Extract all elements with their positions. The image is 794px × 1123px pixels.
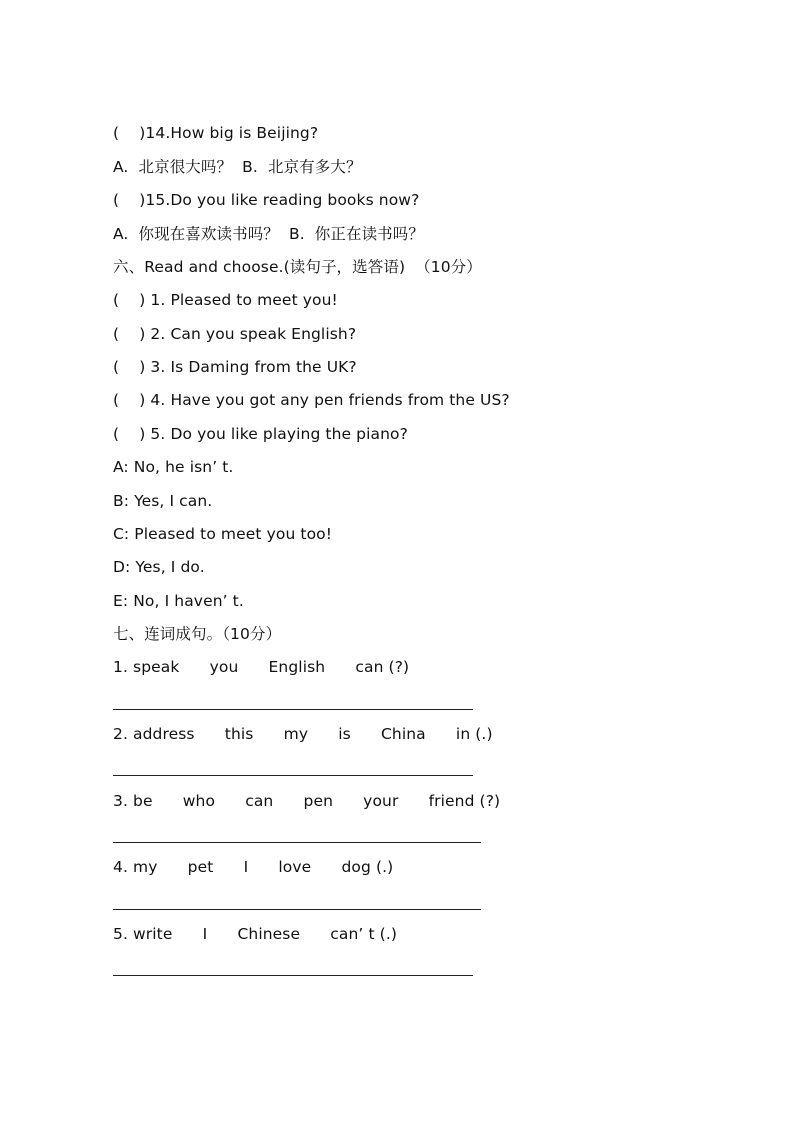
question-15-options: A. 你现在喜欢读书吗？ B. 你正在读书吗？ bbox=[113, 225, 424, 243]
answer-line-1 bbox=[113, 709, 473, 710]
section-6-question-1: ( ) 1. Pleased to meet you! bbox=[113, 291, 338, 309]
question-14-options: A. 北京很大吗？ B. 北京有多大？ bbox=[113, 158, 362, 176]
answer-option-e: E: No, I haven’ t. bbox=[113, 592, 244, 610]
section-7-question-3: 3. be who can pen your friend (?) bbox=[113, 792, 501, 810]
section-7-question-1: 1. speak you English can (?) bbox=[113, 658, 410, 676]
answer-option-c: C: Pleased to meet you too! bbox=[113, 525, 333, 543]
answer-line-3 bbox=[113, 842, 481, 843]
section-6-question-4: ( ) 4. Have you got any pen friends from the US? bbox=[113, 391, 510, 409]
section-6-question-3: ( ) 3. Is Daming from the UK? bbox=[113, 358, 357, 376]
answer-option-a: A: No, he isn’ t. bbox=[113, 458, 234, 476]
answer-line-5 bbox=[113, 975, 473, 976]
section-7-title: 七、连词成句。（10分） bbox=[113, 625, 282, 643]
answer-line-4 bbox=[113, 909, 481, 910]
question-14: ( )14.How big is Beijing? bbox=[113, 124, 319, 142]
section-6-question-2: ( ) 2. Can you speak English? bbox=[113, 325, 357, 343]
section-7-question-2: 2. address this my is China in (.) bbox=[113, 725, 493, 743]
section-6-question-5: ( ) 5. Do you like playing the piano? bbox=[113, 425, 408, 443]
section-7-question-4: 4. my pet I love dog (.) bbox=[113, 858, 394, 876]
section-7-question-5: 5. write I Chinese can’ t (.) bbox=[113, 925, 397, 943]
section-6-title: 六、Read and choose.(读句子，选答语) （10分） bbox=[113, 258, 482, 276]
answer-option-b: B: Yes, I can. bbox=[113, 492, 213, 510]
answer-option-d: D: Yes, I do. bbox=[113, 558, 205, 576]
answer-line-2 bbox=[113, 775, 473, 776]
question-15: ( )15.Do you like reading books now? bbox=[113, 191, 420, 209]
